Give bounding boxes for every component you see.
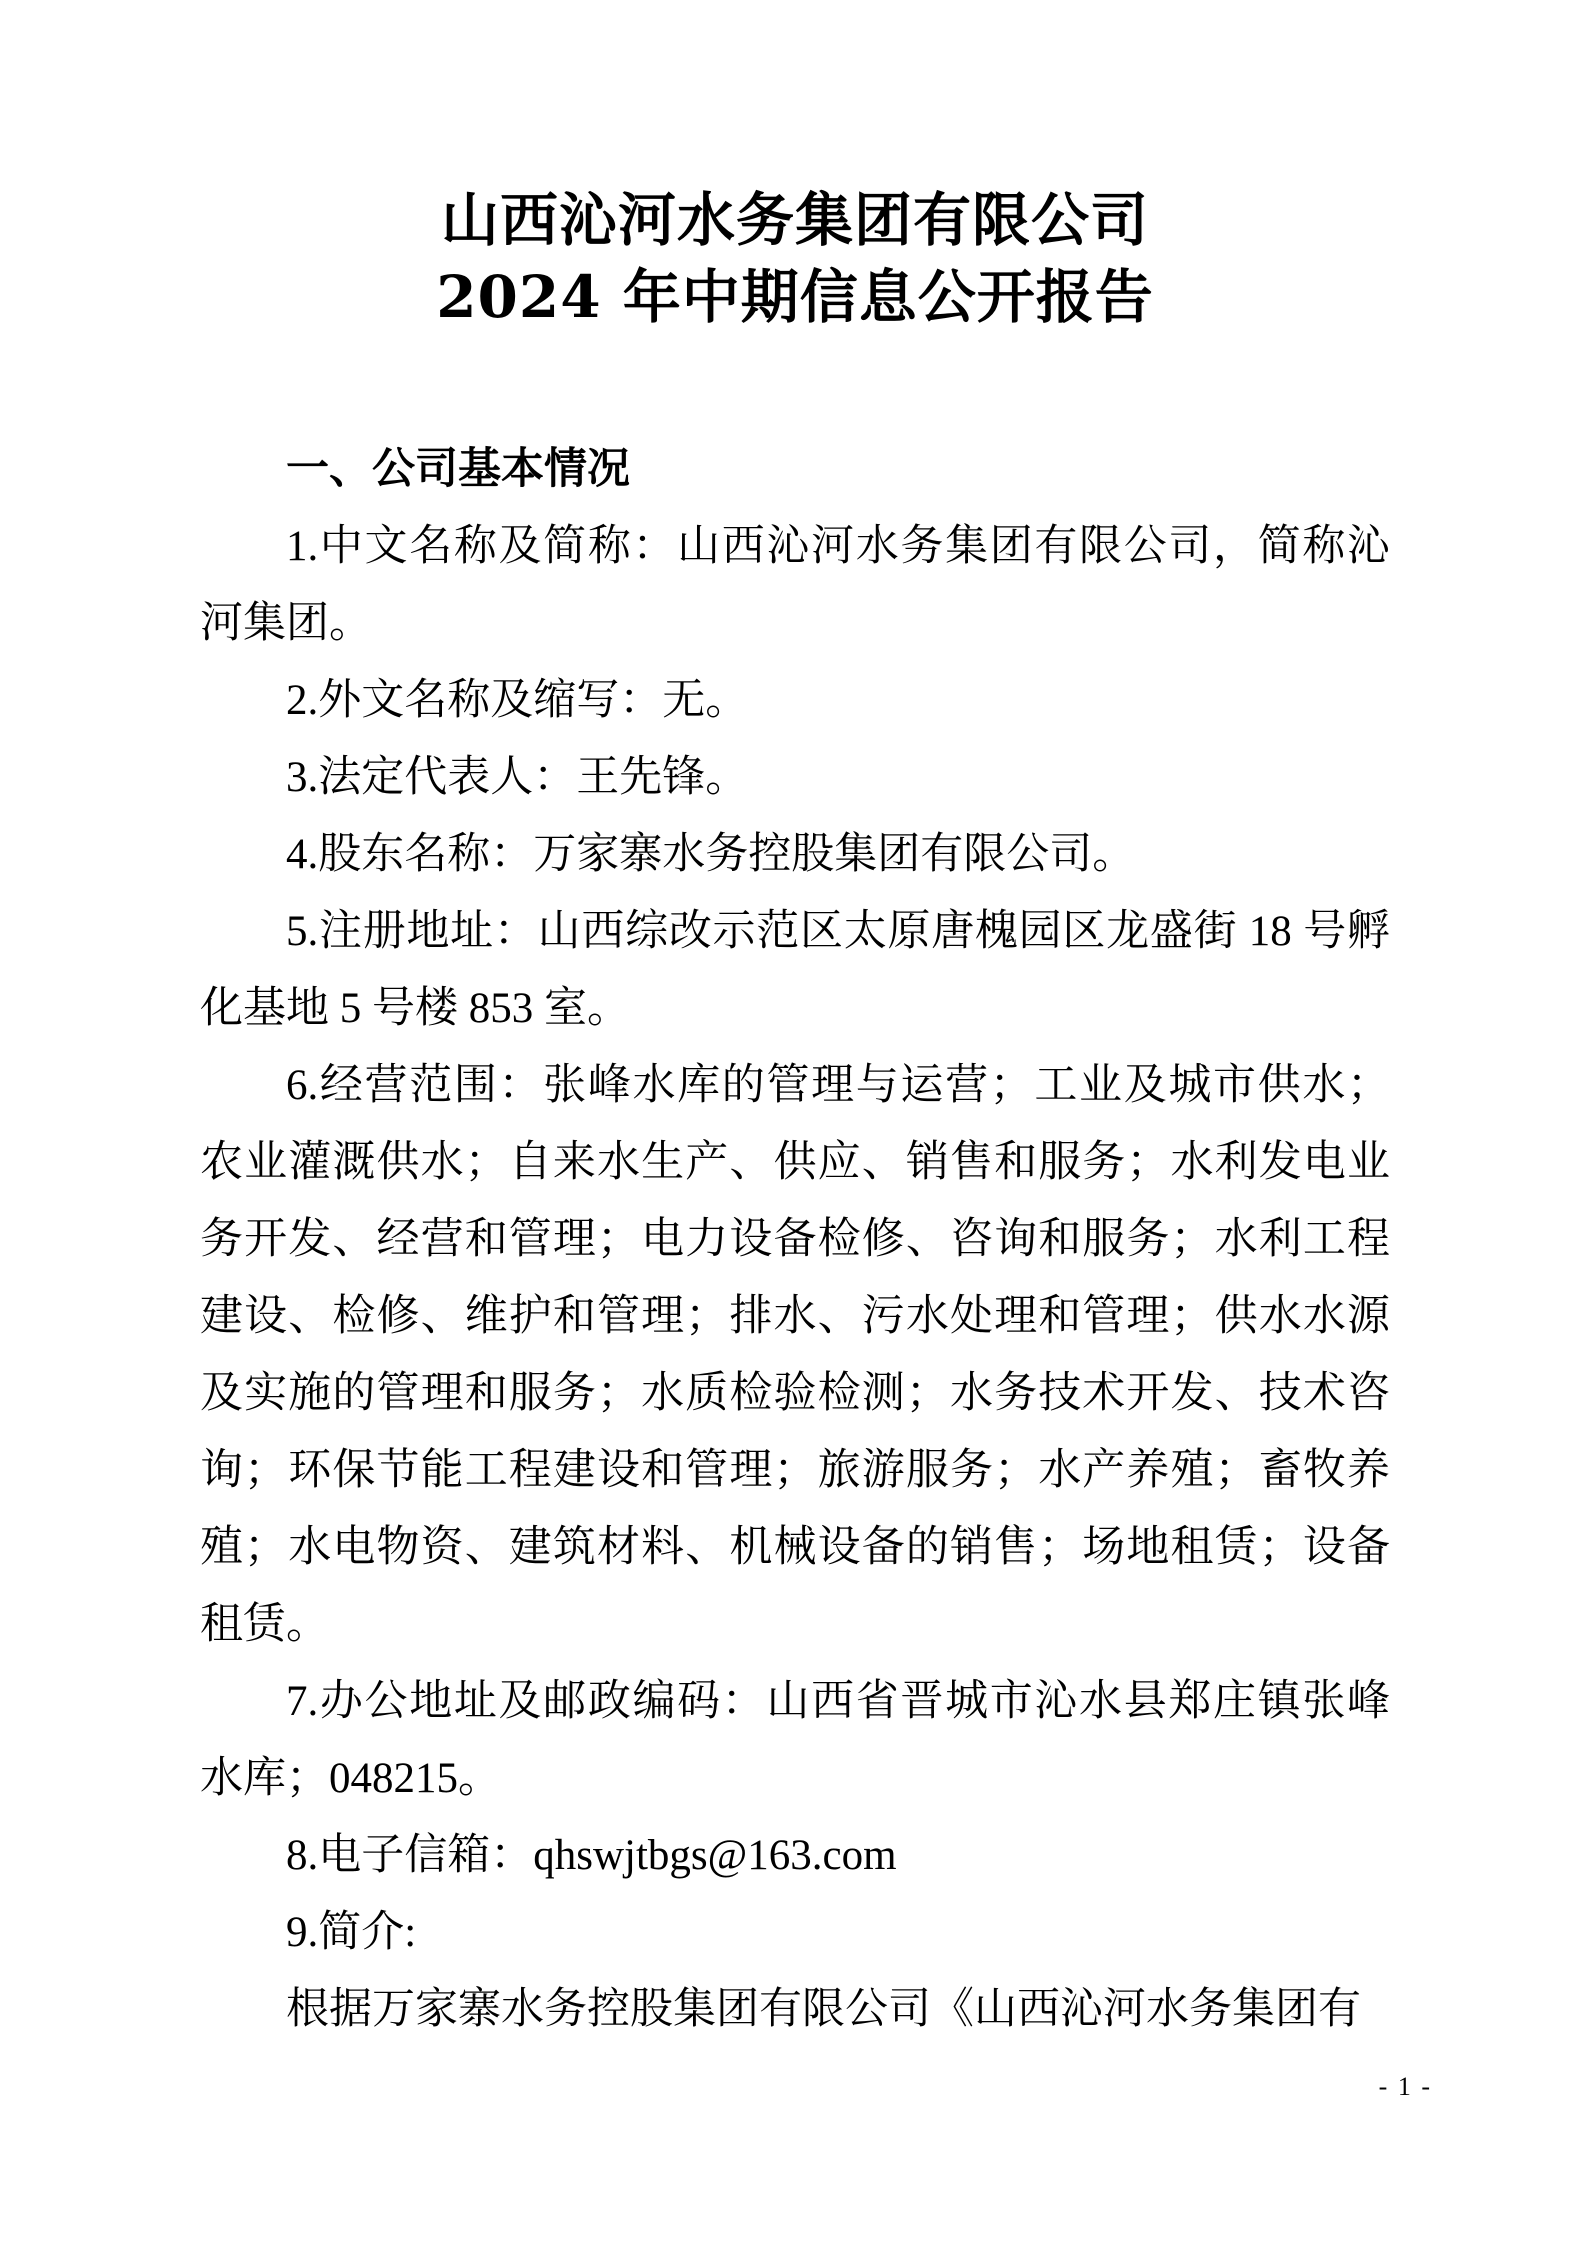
footer-page-number: - 1 - [1378, 2072, 1432, 2101]
paragraph-registered-address: 5.注册地址：山西综改示范区太原唐槐园区龙盛街 18 号孵化基地 5 号楼 853 室。 [200, 908, 1390, 1032]
paragraph-foreign-name: 2.外文名称及缩写：无。 [286, 677, 749, 724]
section-heading: 一、公司基本情况 [286, 444, 630, 494]
paragraph-business-scope: 6.经营范围：张峰水库的管理与运营；工业及城市供水；农业灌溉供水；自来水生产、供应、销售和服务；水利发电业务开发、经营和管理；电力设备检修、咨询和服务；水利工程建设、检修、维护和管理；排水、污水处理和管理；供水水源及实施的管理和服务；水质检验检测；水务技术开发、技术咨询；环保节能工程建设和管理；旅游服务；水产养殖；畜牧养殖；水电物资、建筑材料、机械设备的销售；场地租赁；设备租赁。 [200, 1062, 1390, 1648]
document-title [200, 182, 1390, 336]
document-title-line2: 2024 年中期信息公开报告 [436, 263, 1154, 331]
paragraph-chinese-name: 1.中文名称及简称：山西沁河水务集团有限公司，简称沁河集团。 [200, 523, 1390, 647]
document-content [200, 182, 1390, 2048]
paragraph-intro-label: 9.简介: [286, 1909, 417, 1956]
paragraph-email: 8.电子信箱：qhswjtbgs@163.com [286, 1832, 897, 1879]
paragraph-office-address: 7.办公地址及邮政编码：山西省晋城市沁水县郑庄镇张峰水库；048215。 [200, 1678, 1390, 1802]
paragraph-intro-body: 根据万家寨水务控股集团有限公司《山西沁河水务集团有 [286, 1986, 1361, 2033]
paragraph-legal-representative: 3.法定代表人：王先锋。 [286, 754, 749, 801]
document-title-line1: 山西沁河水务集团有限公司 [440, 186, 1149, 254]
paragraph-shareholder: 4.股东名称：万家寨水务控股集团有限公司。 [286, 831, 1136, 878]
document-body [200, 508, 1390, 2048]
